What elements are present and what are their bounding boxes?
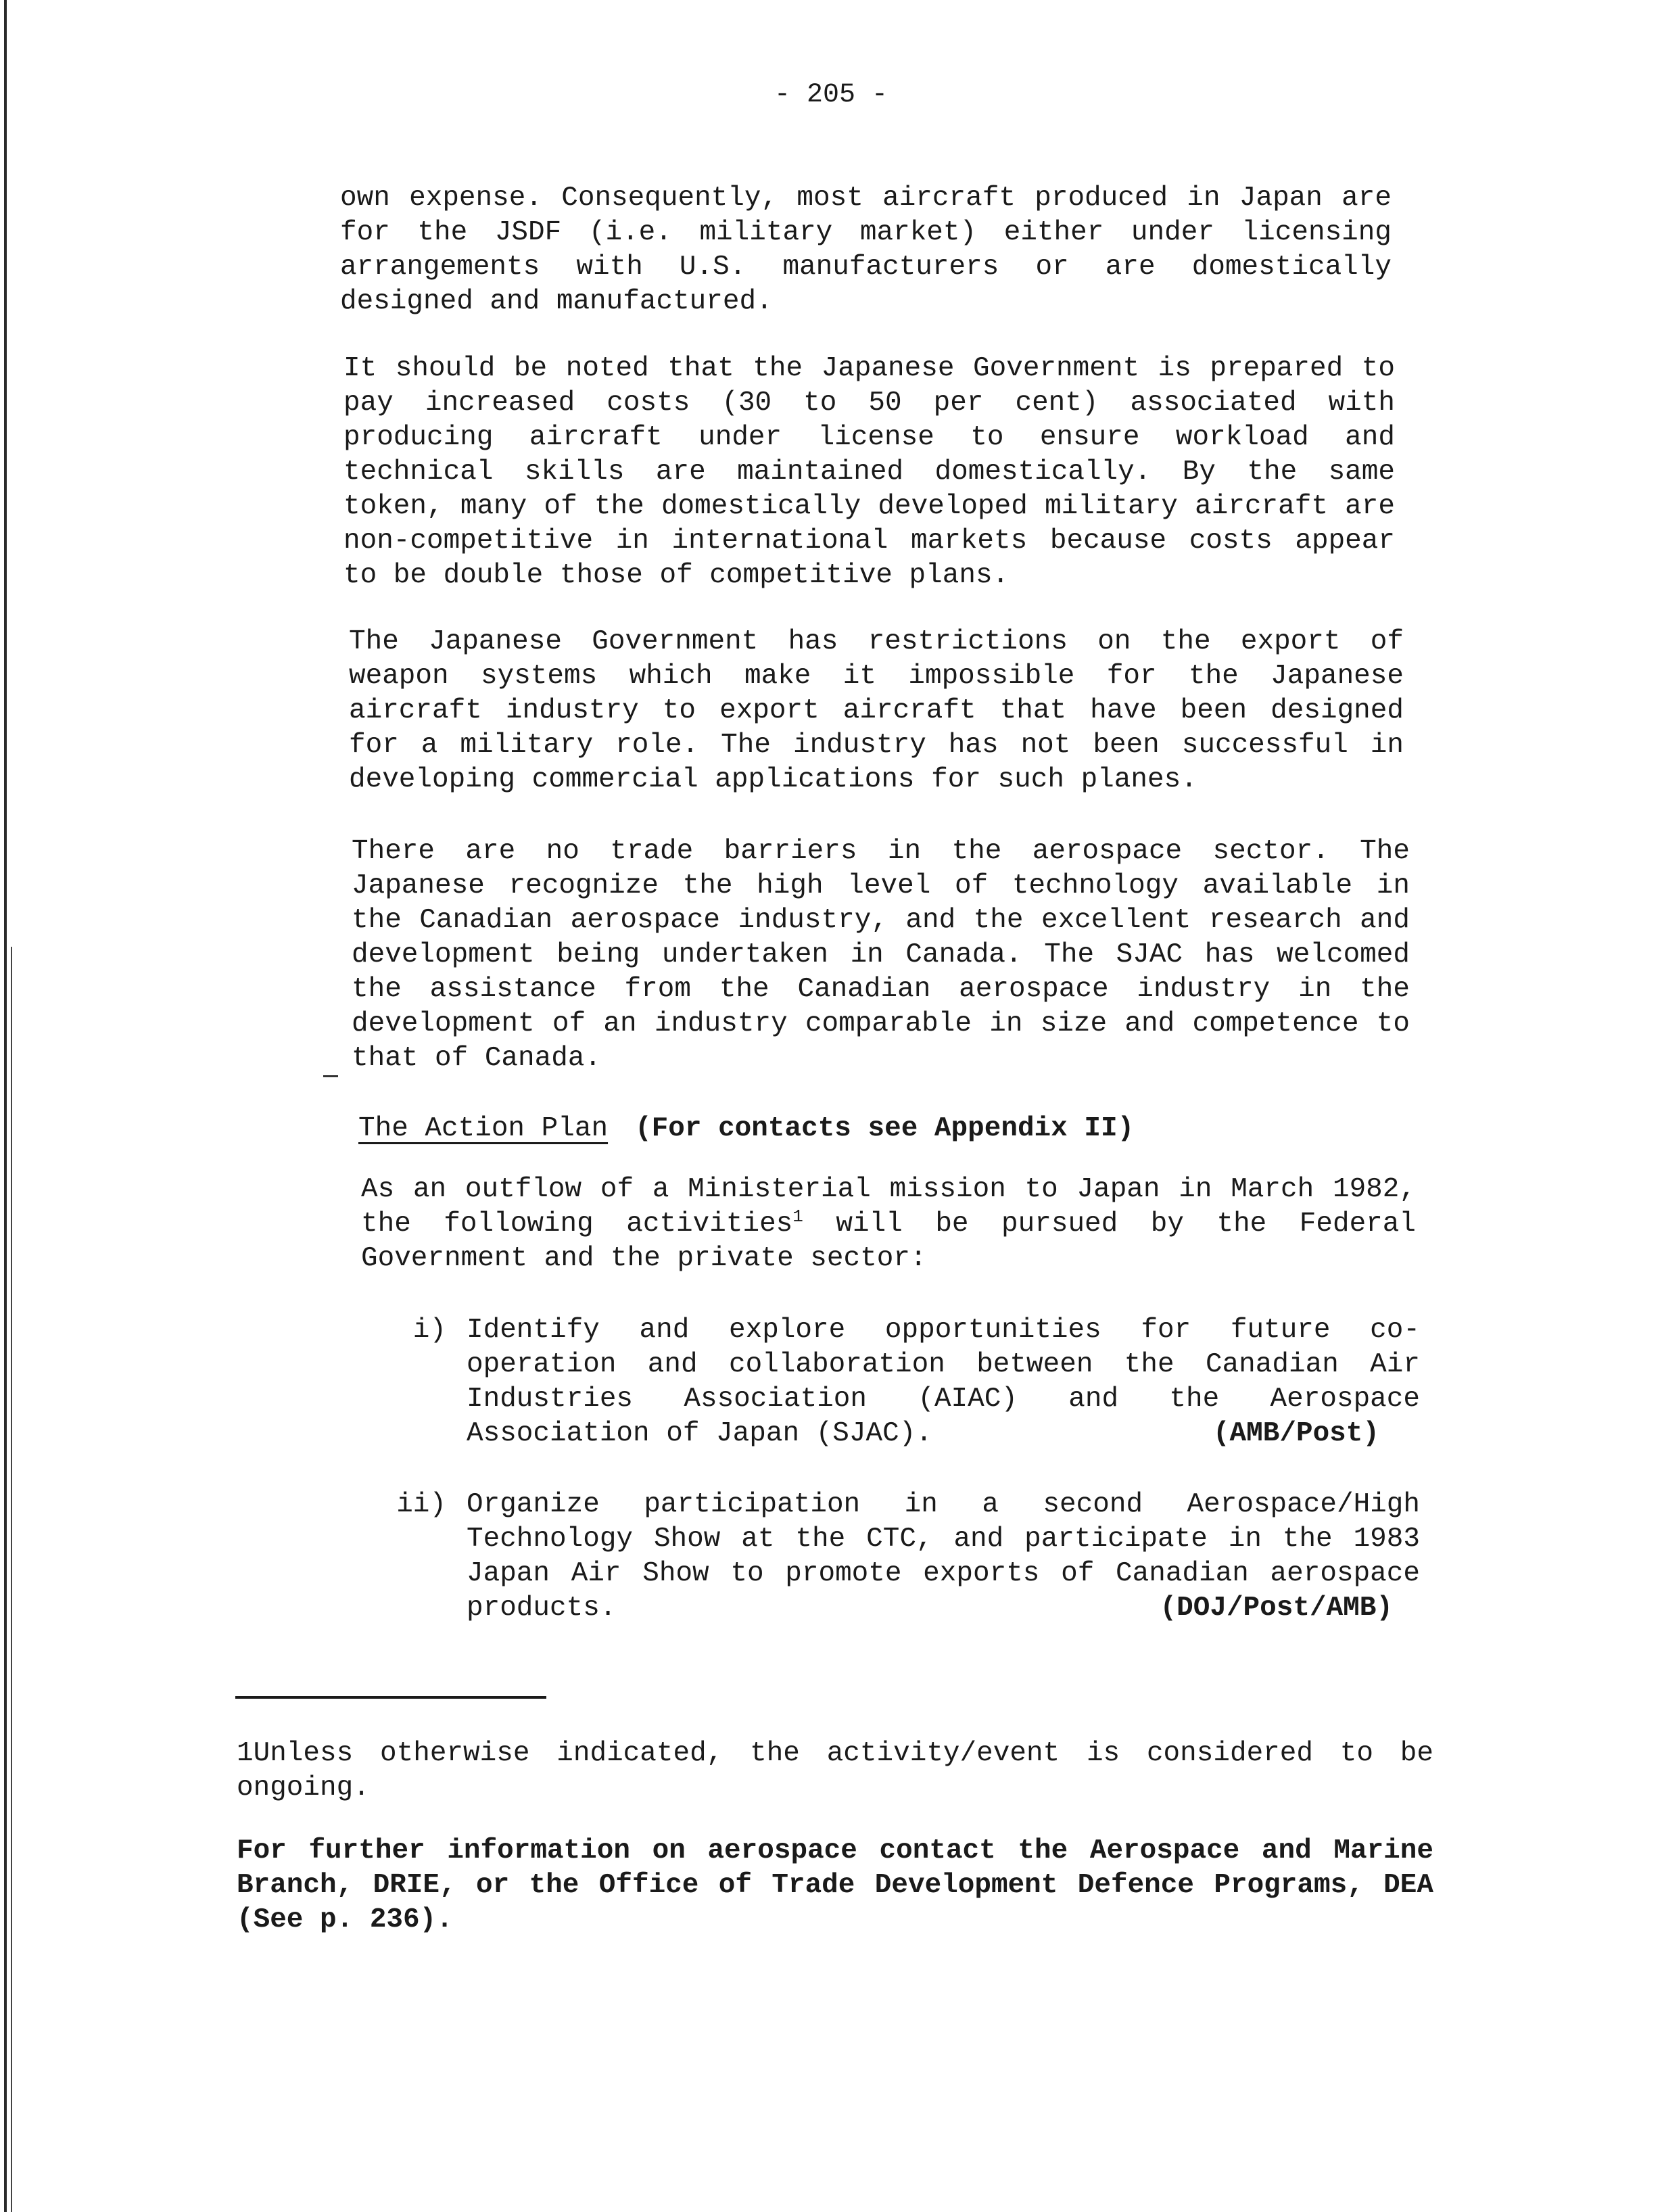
action-plan-heading bbox=[358, 1112, 1134, 1146]
action-item-text: Organize participation in a second Aerospace/High Technology Show at the CTC, and participate in the 1983 Japan Air Show to promote exports of Canadian aerospace products. bbox=[467, 1489, 1420, 1624]
action-item-text: Identify and explore opportunities for future co-operation and collaboration between the Canadian Air Industries Association (AIAC) and the Aerospace Association of Japan (SJAC). bbox=[467, 1315, 1420, 1449]
action-item-responsible: (AMB/Post) bbox=[1212, 1418, 1379, 1449]
page-edge-line bbox=[4, 0, 7, 2212]
action-item-number: ii) bbox=[396, 1489, 446, 1520]
page-number: - 205 - bbox=[774, 80, 888, 110]
paragraph-export-restrictions: The Japanese Government has restrictions on the export of weapon systems which make it impossible for the Japanese aircraft industry to export aircraft that have been designed for a military role. The industry has not been successful in developing commercial applications for such planes. bbox=[349, 626, 1404, 795]
action-plan-title: The Action Plan bbox=[358, 1113, 609, 1144]
action-plan-intro-text-continued: will be pursued by the Federal Government and the private sector: bbox=[361, 1208, 1416, 1274]
paragraph-no-trade-barriers: There are no trade barriers in the aerospace sector. The Japanese recognize the high level of technology available in the Canadian aerospace industry, and the excellent research and development being undertaken in Canada. The SJAC has welcomed the assistance from the Canadian aerospace industry in the development of an industry comparable in size and competence to that of Canada. bbox=[352, 836, 1410, 1074]
action-item bbox=[379, 1313, 1427, 1462]
paragraph-own-expense: own expense. Consequently, most aircraft produced in Japan are for the JSDF (i.e. military market) either under licensing arrangements with U.S. manufacturers or are domestically designed and manufactured. bbox=[340, 183, 1392, 317]
action-item-responsible: (DOJ/Post/AMB) bbox=[1160, 1593, 1393, 1624]
action-item-body bbox=[467, 1313, 1420, 1451]
action-item-number: i) bbox=[412, 1315, 446, 1346]
footnote-reference: 1 bbox=[792, 1206, 803, 1227]
margin-mark bbox=[323, 1075, 338, 1077]
action-item-body bbox=[467, 1488, 1420, 1626]
action-plan-intro bbox=[361, 1173, 1416, 1276]
action-item bbox=[379, 1488, 1427, 1637]
further-information-note: For further information on aerospace contact the Aerospace and Marine Branch, DRIE, or the Office of Trade Development Defence Programs, DEA (See p. 236). bbox=[237, 1835, 1433, 1935]
page-edge-line-inner bbox=[11, 947, 12, 2212]
action-plan-intro-text: As an outflow of a Ministerial mission to Japan in March 1982, the following activities bbox=[361, 1174, 1416, 1240]
paragraph-increased-costs: It should be noted that the Japanese Government is prepared to pay increased costs (30 to 50 per cent) associated with producing aircraft under license to ensure workload and technical skills are maintained domestically. By the same token, many of the domestically developed military aircraft are non-competitive in international markets because costs appear to be double those of competitive plans. bbox=[343, 353, 1395, 591]
action-plan-contacts-note: (For contacts see Appendix II) bbox=[635, 1113, 1135, 1144]
footnote-text: 1Unless otherwise indicated, the activity/event is considered to be ongoing. bbox=[237, 1738, 1433, 1804]
footnote-separator bbox=[235, 1696, 546, 1699]
